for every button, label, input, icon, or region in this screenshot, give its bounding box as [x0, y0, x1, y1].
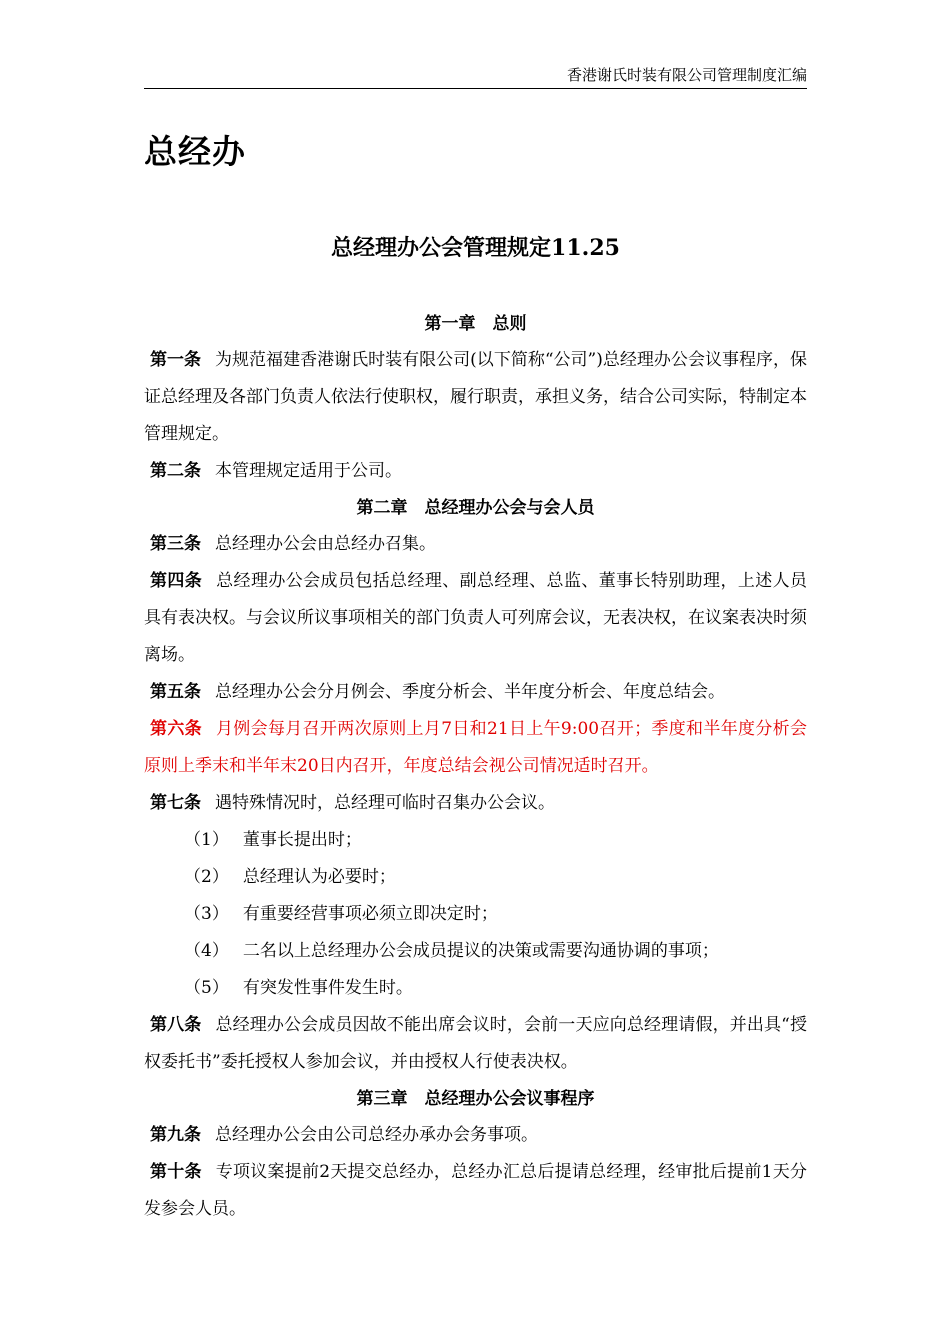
list-item — [144, 970, 807, 1007]
page-header — [144, 62, 807, 89]
article-label: 第一条 — [150, 350, 202, 370]
item-number: （1） — [184, 830, 229, 850]
article-text: 为规范福建香港谢氏时装有限公司(以下简称“公司”)总经理办公会议事程序，保证总经理及各部门负责人依法行使职权，履行职责，承担义务，结合公司实际，特制定本管理规定。 — [144, 350, 807, 444]
article-text: 总经理办公会由公司总经办承办会务事项。 — [215, 1125, 538, 1145]
list-item — [144, 933, 807, 970]
article-text: 专项议案提前2天提交总经办，总经办汇总后提请总经理，经审批后提前1天分发参会人员。 — [144, 1162, 807, 1219]
article-label: 第二条 — [150, 461, 201, 481]
article — [144, 342, 807, 453]
chapter-heading: 第三章 总经理办公会议事程序 — [356, 1089, 595, 1109]
article-label: 第七条 — [150, 793, 201, 813]
article-highlighted — [144, 711, 807, 785]
list-item — [144, 896, 807, 933]
article-label: 第三条 — [150, 534, 201, 554]
article — [144, 785, 807, 822]
article — [144, 526, 807, 563]
chapter-heading: 第二章 总经理办公会与会人员 — [356, 498, 595, 518]
list-item — [144, 822, 807, 859]
article-label: 第五条 — [150, 682, 201, 702]
department-heading: 总经办 — [144, 132, 246, 171]
chapter-heading: 第一章 总则 — [424, 314, 527, 334]
article-label: 第八条 — [150, 1015, 202, 1035]
item-text: 董事长提出时； — [242, 830, 362, 850]
article-text: 总经理办公会由总经办召集。 — [215, 534, 436, 554]
article — [144, 674, 807, 711]
article-text: 总经理办公会成员因故不能出席会议时，会前一天应向总经理请假，并出具“授权委托书”委托授权人参加会议，并由授权人行使表决权。 — [144, 1015, 807, 1072]
article-text: 总经理办公会成员包括总经理、副总经理、总监、董事长特别助理，上述人员具有表决权。与会议所议事项相关的部门负责人可列席会议，无表决权，在议案表决时须离场。 — [144, 571, 808, 665]
article-text: 总经理办公会分月例会、季度分析会、半年度分析会、年度总结会。 — [215, 682, 725, 702]
article-label: 第十条 — [150, 1162, 202, 1182]
article — [144, 563, 807, 674]
document-body — [144, 306, 807, 1228]
item-number: （3） — [184, 904, 229, 924]
item-number: （5） — [184, 978, 229, 998]
article-label: 第九条 — [150, 1125, 201, 1145]
item-number: （2） — [184, 867, 229, 887]
article-label: 第四条 — [150, 571, 203, 591]
article — [144, 1154, 807, 1228]
article — [144, 453, 807, 490]
header-company-manual: 香港谢氏时装有限公司管理制度汇编 — [566, 66, 807, 84]
list-item — [144, 859, 807, 896]
item-text: 有重要经营事项必须立即决定时； — [242, 904, 498, 924]
item-text: 有突发性事件发生时。 — [242, 978, 413, 998]
article-text: 本管理规定适用于公司。 — [215, 461, 402, 481]
article — [144, 1117, 807, 1154]
item-text: 二名以上总经理办公会成员提议的决策或需要沟通协调的事项； — [242, 941, 719, 961]
article-label: 第六条 — [150, 719, 202, 739]
item-number: （4） — [184, 941, 229, 961]
article-text: 月例会每月召开两次原则上月7日和21日上午9:00召开；季度和半年度分析会原则上季末和半年末20日内召开，年度总结会视公司情况适时召开。 — [144, 719, 808, 776]
article-text: 遇特殊情况时，总经理可临时召集办公会议。 — [215, 793, 555, 813]
document-title: 总经理办公会管理规定11.25 — [331, 235, 620, 261]
article — [144, 1007, 807, 1081]
item-text: 总经理认为必要时； — [242, 867, 396, 887]
